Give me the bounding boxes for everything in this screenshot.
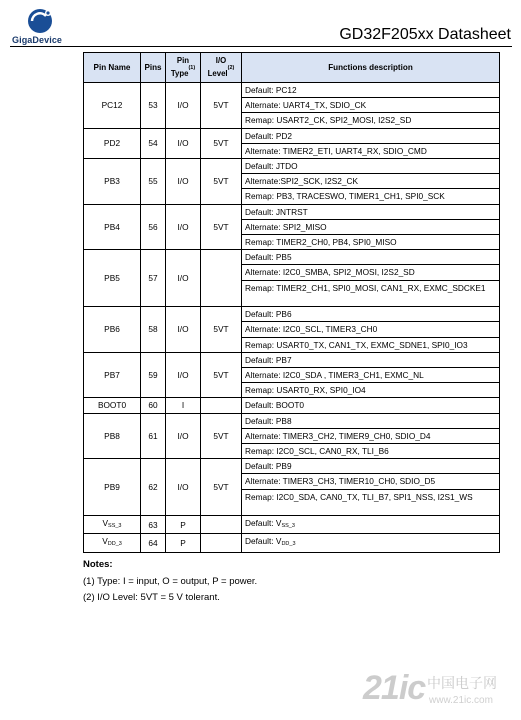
- pin-type-cell: I/O: [166, 459, 201, 516]
- function-line: Alternate: SPI2_MISO: [242, 220, 499, 235]
- header-io-level: [201, 53, 242, 83]
- pin-type-cell: I/O: [166, 204, 201, 250]
- table-row: [84, 459, 500, 516]
- note-item-2: (2) I/O Level: 5VT = 5 V tolerant.: [83, 592, 220, 603]
- pin-type-cell: I/O: [166, 352, 201, 398]
- function-line: Default: PB8: [242, 414, 499, 429]
- header-io-level-line1: I/O: [215, 56, 227, 65]
- function-line: Default: JNTRST: [242, 205, 499, 220]
- function-line: Remap: TIMER2_CH0, PB4, SPI0_MISO: [245, 237, 397, 248]
- watermark-brand: 21ic: [363, 669, 426, 707]
- pin-number-cell: 62: [141, 459, 166, 516]
- functions-cell: [242, 159, 500, 205]
- table-row: [84, 398, 500, 413]
- function-line: Default: PB5: [242, 250, 499, 265]
- function-line: Remap: I2C0_SCL, CAN0_RX, TLI_B6: [245, 446, 389, 457]
- pin-name-cell: PB7: [84, 352, 141, 398]
- gigadevice-logo: [12, 8, 68, 48]
- pin-type-cell: I/O: [166, 83, 201, 129]
- table-row: [84, 352, 500, 398]
- pin-name-main: V: [102, 536, 108, 547]
- pin-number-cell: 53: [141, 83, 166, 129]
- header-pin-type: [166, 53, 201, 83]
- table-row: [84, 307, 500, 353]
- table-row: [84, 413, 500, 459]
- pin-number-cell: 55: [141, 159, 166, 205]
- table-body: [84, 83, 500, 553]
- function-line: Default: PD2: [242, 129, 499, 144]
- table-header-row: [84, 53, 500, 83]
- functions-cell: [242, 534, 500, 552]
- functions-cell: [242, 250, 500, 307]
- gigadevice-logo-icon: [26, 8, 56, 36]
- watermark: [363, 667, 513, 712]
- pin-name-cell: PB4: [84, 204, 141, 250]
- function-line: Alternate: TIMER3_CH3, TIMER10_CH0, SDIO_D5: [242, 474, 499, 489]
- table-row: [84, 516, 500, 534]
- function-line: Alternate: I2C0_SDA , TIMER3_CH1, EXMC_NL: [242, 368, 499, 383]
- io-level-cell: 5VT: [201, 352, 242, 398]
- pin-type-cell: I: [166, 398, 201, 413]
- function-line: Alternate: I2C0_SMBA, SPI2_MOSI, I2S2_SD: [242, 265, 499, 280]
- pin-name-cell: BOOT0: [84, 398, 141, 413]
- io-level-cell: 5VT: [201, 307, 242, 353]
- function-line: Default: PB6: [242, 307, 499, 322]
- pin-name-subscript: DD: [107, 541, 116, 548]
- function-line: Default: JTDO: [242, 159, 499, 174]
- table-row: [84, 204, 500, 250]
- pin-number-cell: 61: [141, 413, 166, 459]
- pin-type-cell: I/O: [166, 159, 201, 205]
- function-subscript-suffix: _3: [289, 541, 296, 548]
- function-line: Remap: I2C0_SDA, CAN0_TX, TLI_B7, SPI1_NSS, I2S1_WS: [245, 491, 473, 502]
- function-line: Alternate: UART4_TX, SDIO_CK: [242, 98, 499, 113]
- pin-name-cell: PD2: [84, 128, 141, 158]
- pin-name-cell: [84, 534, 141, 552]
- functions-cell: [242, 128, 500, 158]
- io-level-cell: 5VT: [201, 459, 242, 516]
- header-io-level-line2: Level: [207, 68, 228, 78]
- company-name: GigaDevice: [12, 35, 63, 45]
- functions-cell: [242, 83, 500, 129]
- function-line: Default: V: [245, 536, 282, 547]
- pin-type-cell: I/O: [166, 307, 201, 353]
- function-line: Remap: USART0_RX, SPI0_IO4: [245, 385, 366, 396]
- pin-type-cell: I/O: [166, 413, 201, 459]
- pin-type-cell: P: [166, 516, 201, 534]
- pin-number-cell: 59: [141, 352, 166, 398]
- pin-number-cell: 63: [141, 516, 166, 534]
- function-line: Default: PB9: [242, 459, 499, 474]
- table-row: [84, 250, 500, 307]
- watermark-url: www.21ic.com: [429, 695, 493, 706]
- io-level-cell: [201, 534, 242, 552]
- pin-name-cell: PB8: [84, 413, 141, 459]
- pin-number-cell: 60: [141, 398, 166, 413]
- page-header: [0, 0, 521, 50]
- notes-title: Notes:: [83, 559, 113, 570]
- watermark-site-text: 中国电子网: [427, 676, 497, 692]
- functions-cell: [242, 352, 500, 398]
- pin-number-cell: 57: [141, 250, 166, 307]
- function-line: Remap: USART2_CK, SPI2_MOSI, I2S2_SD: [245, 115, 412, 126]
- pin-number-cell: 64: [141, 534, 166, 552]
- header-pin-name: Pin Name: [84, 53, 141, 83]
- header-pin-type-line2: Type: [170, 68, 189, 78]
- functions-cell: [242, 516, 500, 534]
- functions-cell: [242, 204, 500, 250]
- function-line: Remap: PB3, TRACESWO, TIMER1_CH1, SPI0_SCK: [245, 191, 445, 202]
- table-row: [84, 83, 500, 129]
- pin-name-cell: [84, 516, 141, 534]
- io-level-cell: 5VT: [201, 413, 242, 459]
- table-row: [84, 159, 500, 205]
- header-functions: Functions description: [242, 53, 500, 83]
- pin-type-cell: P: [166, 534, 201, 552]
- function-subscript: DD: [281, 541, 290, 548]
- pin-definition-table: [83, 52, 500, 553]
- io-level-cell: 5VT: [201, 204, 242, 250]
- notes-section: [83, 557, 257, 607]
- pin-name-cell: PB3: [84, 159, 141, 205]
- io-level-cell: 5VT: [201, 159, 242, 205]
- pin-name-cell: PC12: [84, 83, 141, 129]
- pin-number-cell: 56: [141, 204, 166, 250]
- function-line: Default: PB7: [242, 353, 499, 368]
- io-level-cell: 5VT: [201, 83, 242, 129]
- io-level-cell: 5VT: [201, 128, 242, 158]
- functions-cell: [242, 413, 500, 459]
- header-pin-type-line1: Pin: [176, 56, 190, 65]
- header-pins: Pins: [141, 53, 166, 83]
- header-pin-type-note: (1): [188, 64, 196, 71]
- function-line: Default: V: [245, 518, 282, 529]
- table-row: [84, 534, 500, 552]
- pin-name-cell: PB9: [84, 459, 141, 516]
- function-subscript: SS: [281, 523, 289, 530]
- function-line: Default: BOOT0: [245, 400, 305, 411]
- pin-name-subscript: SS: [108, 523, 116, 530]
- function-line: Alternate:SPI2_SCK, I2S2_CK: [242, 174, 499, 189]
- function-line: Alternate: I2C0_SCL, TIMER3_CH0: [242, 322, 499, 337]
- io-level-cell: [201, 398, 242, 413]
- table-row: [84, 128, 500, 158]
- pin-name-cell: PB6: [84, 307, 141, 353]
- functions-cell: [242, 307, 500, 353]
- pin-type-cell: I/O: [166, 250, 201, 307]
- functions-cell: [242, 459, 500, 516]
- function-line: Alternate: TIMER2_ETI, UART4_RX, SDIO_CMD: [245, 145, 427, 156]
- pin-name-cell: PB5: [84, 250, 141, 307]
- function-line: Remap: USART0_TX, CAN1_TX, EXMC_SDNE1, SPI0_IO3: [245, 339, 468, 350]
- function-line: Default: PC12: [242, 83, 499, 98]
- pin-type-cell: I/O: [166, 128, 201, 158]
- function-line: Alternate: TIMER3_CH2, TIMER9_CH0, SDIO_D4: [242, 429, 499, 444]
- functions-cell: [242, 398, 500, 413]
- io-level-cell: [201, 250, 242, 307]
- document-title: GD32F205xx Datasheet: [339, 26, 511, 43]
- pin-name-subscript-suffix: _3: [115, 541, 122, 548]
- pin-number-cell: 54: [141, 128, 166, 158]
- pin-number-cell: 58: [141, 307, 166, 353]
- function-subscript-suffix: _3: [288, 523, 295, 530]
- io-level-cell: [201, 516, 242, 534]
- pin-name-main: V: [102, 518, 109, 529]
- header-divider: [10, 46, 512, 47]
- note-item-1: (1) Type: I = input, O = output, P = power.: [83, 575, 258, 587]
- header-io-level-note: (2): [227, 64, 235, 71]
- function-line: Remap: TIMER2_CH1, SPI0_MOSI, CAN1_RX, EXMC_SDCKE1: [245, 282, 486, 293]
- pin-name-subscript-suffix: _3: [115, 523, 122, 530]
